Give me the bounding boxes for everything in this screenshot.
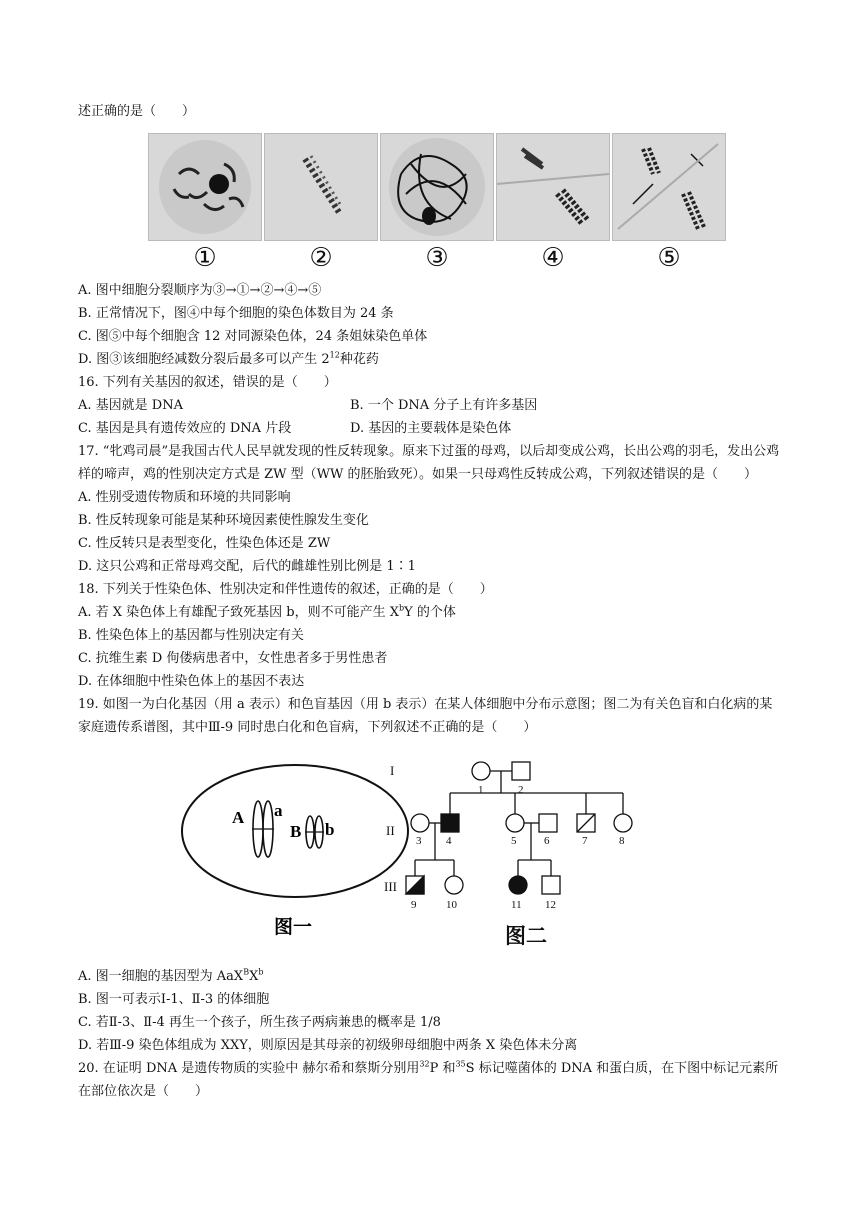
figure-2-pedigree	[384, 762, 632, 911]
pedigree-number: 4	[446, 835, 452, 847]
figure-1-caption: 图一	[274, 916, 313, 938]
q16-stem: 16. 下列有关基因的叙述，错误的是（ ）	[78, 375, 337, 390]
pedigree-number: 12	[545, 899, 556, 911]
q17-option-a: A. 性别受遗传物质和环境的共同影响	[78, 490, 291, 505]
q16-option-b: B. 一个 DNA 分子上有许多基因	[350, 398, 538, 413]
q19-figures	[78, 743, 782, 963]
exam-page	[78, 100, 782, 1103]
figure-2-caption: 图二	[505, 924, 547, 948]
q18-option-d: D. 在体细胞中性染色体上的基因不表达	[78, 674, 305, 689]
q15-option-a: A. 图中细胞分裂顺序为③→①→②→④→⑤	[78, 283, 322, 298]
pedigree-number: 2	[518, 784, 524, 796]
q18-option-b: B. 性染色体上的基因都与性别决定有关	[78, 628, 304, 643]
micrograph-label: ⑤	[657, 243, 681, 273]
q20-stem: 20. 在证明 DNA 是遗传物质的实验中 赫尔希和蔡斯分别用$^{32}$P 和$^{35}$S 标记噬菌体的 DNA 和蛋白质，在下图中标记元素所在部位依次是（ ）	[78, 1059, 779, 1099]
gene-label-B: B	[290, 822, 302, 841]
pedigree-number: 8	[619, 835, 625, 847]
question-intro: 述正确的是（ ）	[78, 104, 196, 119]
generation-label-1: I	[390, 763, 395, 778]
gene-label-a: a	[274, 801, 283, 820]
micrograph-5	[612, 133, 726, 241]
q18-option-a: A. 若 X 染色体上有雄配子致死基因 b，则不可能产生 $X^bY$ 的个体	[78, 603, 456, 620]
pedigree-number: 6	[544, 835, 550, 847]
q16-option-c: C. 基因是具有遗传效应的 DNA 片段	[78, 421, 292, 436]
q16-row-2	[78, 417, 782, 440]
q18-stem: 18. 下列关于性染色体、性别决定和伴性遗传的叙述，正确的是（ ）	[78, 582, 493, 597]
pedigree-number: 10	[446, 899, 457, 911]
gene-label-b: b	[325, 820, 335, 839]
micrograph-label: ③	[425, 243, 449, 273]
pedigree-number: 7	[582, 835, 588, 847]
q19-stem: 19. 如图一为白化基因（用 a 表示）和色盲基因（用 b 表示）在某人体细胞中分布示意图；图二为有关色盲和白化病的某家庭遗传系谱图，其中Ⅲ-9 同时患白化和色盲病，下列叙述不正确的是（ ）	[78, 697, 773, 735]
micrograph-label: ①	[193, 243, 217, 273]
q19-option-a: A. 图一细胞的基因型为 $AaX^BX^b$	[78, 967, 264, 984]
q17-option-d: D. 这只公鸡和正常母鸡交配，后代的雌雄性别比例是 1∶1	[78, 559, 416, 574]
micrograph-3	[380, 133, 494, 241]
pedigree-number: 9	[411, 899, 417, 911]
micrograph-label: ④	[541, 243, 565, 273]
q15-option-c: C. 图⑤中每个细胞含 12 对同源染色体，24 条姐妹染色单体	[78, 329, 428, 344]
q18-option-c: C. 抗维生素 D 佝偻病患者中，女性患者多于男性患者	[78, 651, 388, 666]
figure-1-cell	[182, 765, 408, 938]
micrograph-labels	[148, 243, 782, 273]
micrograph-1	[148, 133, 262, 241]
q17-option-b: B. 性反转现象可能是某种环境因素使性腺发生变化	[78, 513, 369, 528]
q19-option-c: C. 若Ⅱ-3、Ⅱ-4 再生一个孩子，所生孩子两病兼患的概率是 1/8	[78, 1015, 441, 1030]
micrograph-strip	[148, 133, 782, 241]
q15-option-b: B. 正常情况下，图④中每个细胞的染色体数目为 24 条	[78, 306, 394, 321]
q16-option-a: A. 基因就是 DNA	[78, 398, 183, 413]
q16-option-d: D. 基因的主要载体是染色体	[350, 421, 512, 436]
micrograph-2	[264, 133, 378, 241]
q19-option-b: B. 图一可表示Ⅰ-1、Ⅱ-3 的体细胞	[78, 992, 270, 1007]
q15-option-d: D. 图③该细胞经减数分裂后最多可以产生 $2^{12}$种花药	[78, 350, 379, 367]
q17-option-c: C. 性反转只是表型变化，性染色体还是 ZW	[78, 536, 331, 551]
gene-label-A: A	[232, 808, 245, 827]
micrograph-4	[496, 133, 610, 241]
pedigree-number: 1	[478, 784, 484, 796]
generation-label-3: III	[384, 879, 397, 894]
generation-label-2: II	[386, 823, 395, 838]
micrograph-label: ②	[309, 243, 333, 273]
q17-stem: 17. “牝鸡司晨”是我国古代人民早就发现的性反转现象。原来下过蛋的母鸡，以后却变成公鸡，长出公鸡的羽毛，发出公鸡样的啼声，鸡的性别决定方式是 ZW 型（WW 的胚胎致死）。如果一只母鸡性反转成公鸡，下列叙述错误的是（ ）	[78, 444, 780, 482]
q16-row-1	[78, 394, 782, 417]
pedigree-number: 5	[511, 835, 517, 847]
pedigree-number: 11	[511, 899, 522, 911]
q19-option-d: D. 若Ⅲ-9 染色体组成为 XXY，则原因是其母亲的初级卵母细胞中两条 X 染色体未分离	[78, 1038, 578, 1053]
pedigree-number: 3	[416, 835, 422, 847]
